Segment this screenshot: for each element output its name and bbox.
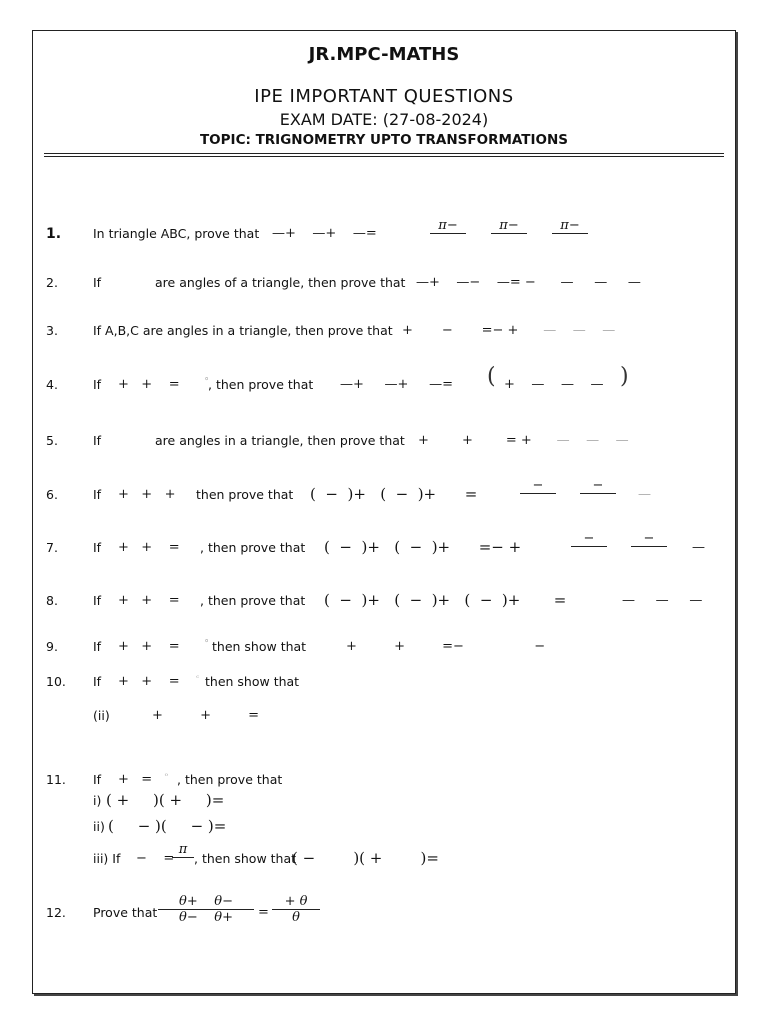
math-expression: — — [638, 487, 651, 502]
question-text: If — [93, 275, 102, 290]
question-text: If — [93, 377, 102, 392]
math-expression: ( − )+ ( − )+ = — [310, 485, 478, 503]
sub-label: iii) If — [93, 851, 121, 866]
math-fraction: π− — [491, 218, 527, 246]
math-expression: ( − )+ ( − )+ =− + — [324, 538, 522, 556]
page-subtitle: IPE IMPORTANT QUESTIONS — [254, 86, 514, 107]
question-text: If — [93, 772, 102, 787]
math-expression: + + = — [152, 708, 260, 723]
math-expression: + + = — [118, 540, 180, 555]
sub-label: (ii) — [93, 708, 110, 723]
math-fraction: π− — [552, 218, 588, 246]
question-number: 9. — [46, 639, 58, 654]
math-fraction: $\frac{+ \theta}{\theta}$ — [272, 894, 320, 926]
math-expression: + + =− − — [346, 639, 546, 654]
math-fraction: − — [631, 531, 667, 559]
sub-label: ii) — [93, 819, 105, 834]
question-text: In triangle ABC, prove that — [93, 226, 260, 241]
math-expression: ( − )( − )= — [108, 817, 227, 835]
topic-line: TOPIC: TRIGNOMETRY UPTO TRANSFORMATIONS — [199, 132, 569, 148]
question-number: 4. — [46, 377, 58, 392]
header-rule-top — [44, 153, 724, 154]
math-expression: + − =− + — — — — [402, 323, 616, 338]
equals-sign: = — [258, 905, 269, 920]
math-expression: + + = — [118, 593, 180, 608]
question-text-2: are angles in a triangle, then prove that — [155, 433, 405, 448]
question-number: 6. — [46, 487, 58, 502]
math-expression: ( − )( + )= — [292, 849, 439, 867]
math-expression: + + = $^ᶜ$ — [118, 674, 200, 689]
close-paren: ) — [620, 364, 629, 389]
math-expression: — — [692, 540, 705, 555]
math-expression: + = $^ᵒ$ — [118, 772, 169, 787]
sub-text: , then show that — [194, 851, 297, 866]
math-fraction: − — [571, 531, 607, 559]
question-text-2: are angles of a triangle, then prove that — [155, 275, 406, 290]
math-expression: ( + )( + )= — [106, 791, 225, 809]
header-rule-bottom — [44, 156, 724, 157]
question-text-2: , then prove that — [200, 593, 306, 608]
math-expression: + + + — [118, 487, 176, 502]
math-expression: + + = + — — — — [418, 433, 629, 448]
question-number: 12. — [46, 905, 66, 920]
question-text: If — [93, 639, 102, 654]
question-text-2: , then prove that — [208, 377, 314, 392]
question-text-2: then show that — [205, 674, 300, 689]
math-expression: ( − )+ ( − )+ ( − )+ = — [324, 591, 567, 609]
math-expression: + — — — — [504, 377, 604, 392]
math-fraction: π — [172, 842, 194, 870]
question-text-2: then prove that — [196, 487, 294, 502]
question-text: If A,B,C are angles in a triangle, then prove that — [93, 323, 393, 338]
question-number: 1. — [46, 226, 62, 242]
question-text: Prove that — [93, 905, 158, 920]
question-text: If — [93, 487, 102, 502]
math-expression: —+ —− —= − — — — — [416, 275, 641, 290]
question-number: 7. — [46, 540, 58, 555]
math-fraction: − — [580, 478, 616, 506]
question-text: If — [93, 540, 102, 555]
sub-label: i) — [93, 793, 102, 808]
question-text: If — [93, 593, 102, 608]
question-text-2: then show that — [212, 639, 307, 654]
page-title: JR.MPC-MATHS — [308, 44, 460, 65]
math-expression: — — — — [622, 593, 703, 608]
math-expression: + + = ° — [118, 377, 209, 392]
question-text: If — [93, 433, 102, 448]
exam-date: EXAM DATE: (27-08-2024) — [279, 110, 489, 129]
open-paren: ( — [487, 364, 496, 389]
question-number: 11. — [46, 772, 66, 787]
question-number: 3. — [46, 323, 58, 338]
math-expression: —+ —+ —= — [272, 226, 377, 241]
question-text-2: , then prove that — [200, 540, 306, 555]
math-fraction: − — [520, 478, 556, 506]
math-fraction: π− — [430, 218, 466, 246]
question-number: 8. — [46, 593, 58, 608]
math-fraction: $\frac{\theta+ \theta-}{\theta- \theta+}$ — [158, 894, 254, 926]
question-number: 5. — [46, 433, 58, 448]
math-expression: —+ —+ —= — [340, 377, 454, 392]
question-number: 10. — [46, 674, 66, 689]
question-number: 2. — [46, 275, 58, 290]
math-expression: + + = ° — [118, 639, 209, 654]
math-expression: − = — [136, 851, 175, 866]
question-text-2: , then prove that — [177, 772, 283, 787]
question-text: If — [93, 674, 102, 689]
